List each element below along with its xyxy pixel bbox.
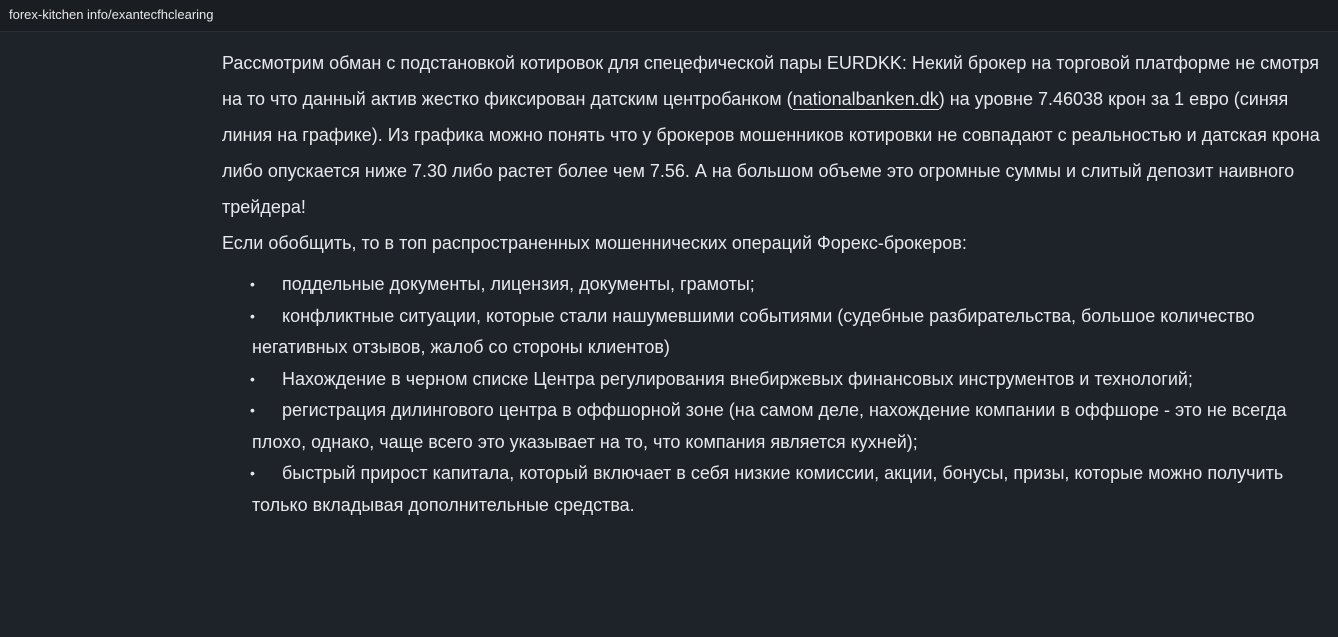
article-paragraph-1 [222, 45, 1322, 225]
list-item [222, 301, 1322, 364]
list-item [222, 458, 1322, 521]
article-body [222, 45, 1322, 521]
bullet-icon: • [250, 276, 255, 292]
list-item [222, 364, 1322, 396]
list-item-text: конфликтные ситуации, которые стали нашумевшими событиями (судебные разбирательства, большое количество негативных отзывов, жалоб со стороны клиентов) [252, 305, 1255, 357]
url-text[interactable]: forex-kitchen info/exantecfhclearing [9, 7, 214, 22]
bullet-icon: • [250, 307, 255, 324]
list-item [222, 269, 1322, 301]
list-item [222, 395, 1322, 458]
list-item-text: регистрация дилингового центра в оффшорной зоне (на самом деле, нахождение компании в оффшоре - это не всегда плохо, однако, чаще всего это указывает на то, что компания является кухней); [252, 400, 1287, 452]
list-item-text: поддельные документы, лицензия, документы, грамоты; [282, 274, 755, 294]
fraud-operations-list [222, 269, 1322, 521]
url-bar[interactable] [0, 0, 1338, 32]
nationalbanken-link[interactable]: nationalbanken.dk [792, 89, 939, 109]
article-paragraph-2: Если обобщить, то в топ распространенных мошеннических операций Форекс-брокеров: [222, 233, 967, 253]
bullet-icon: • [250, 370, 255, 387]
bullet-icon: • [250, 465, 255, 481]
paragraph-1-text-before-link: Рассмотрим обман с подстановкой котировок для спецефической пары EURDKK: Некий брокер на торговой платформе не смотря на то что данный актив жестко фиксирован датским центробанком ( [222, 53, 1320, 109]
paragraph-1-text-after-link: ) на уровне 7.46038 крон за 1 евро (синяя линия на графике). Из графика можно понять что у брокеров мошенников котировки не совпадают с реальностью и датская крона либо опускается ниже 7.30 либо растет более чем 7.56. А на большом объеме это огромные суммы и слитый депозит наивного трейдера! [222, 89, 1320, 217]
bullet-icon: • [250, 402, 255, 418]
list-item-text: Нахождение в черном списке Центра регулирования внебиржевых финансовых инструментов и технологий; [282, 368, 1193, 389]
list-item-text: быстрый прирост капитала, который включает в себя низкие комиссии, акции, бонусы, призы, которые можно получить только вкладывая дополнительные средства. [252, 463, 1284, 515]
